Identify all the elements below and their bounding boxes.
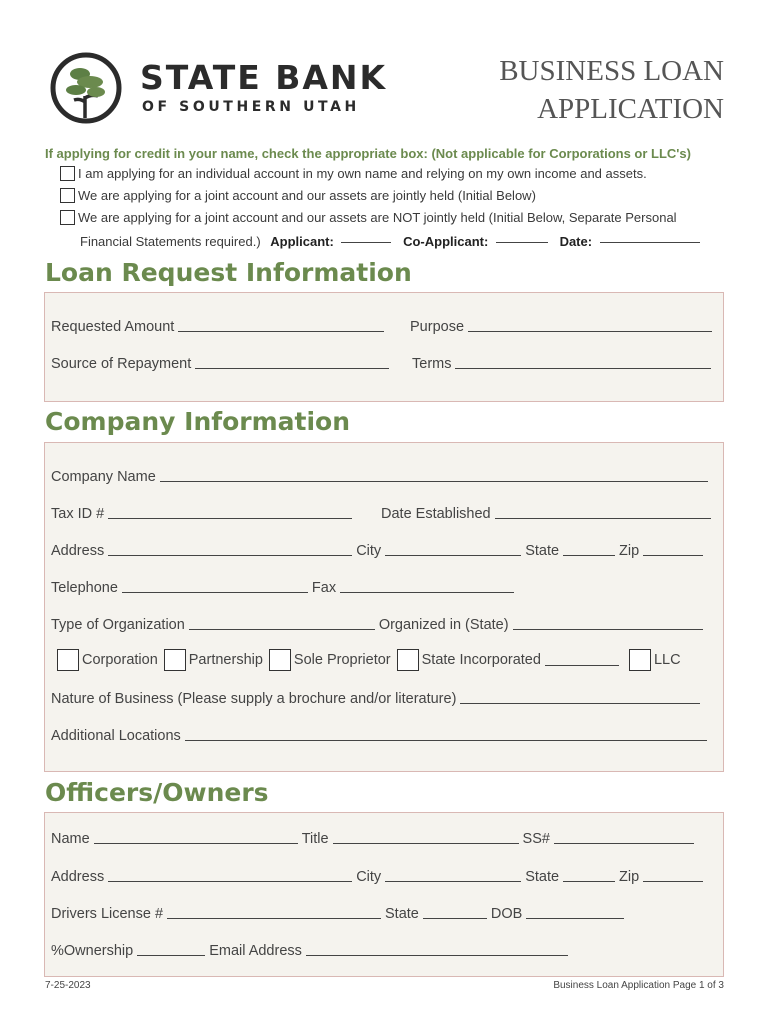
officer-city-field[interactable] — [385, 880, 521, 882]
officer-address-label: Address — [51, 869, 105, 885]
option-individual-label: I am applying for an individual account in my own name and relying on my own income and assets. — [78, 166, 647, 181]
fax-label: Fax — [311, 580, 337, 596]
date-field[interactable] — [600, 241, 700, 243]
partnership-label: Partnership — [188, 652, 263, 668]
applicant-label: Applicant: — [270, 234, 334, 249]
llc-label: LLC — [653, 652, 681, 668]
title-line-2: APPLICATION — [537, 93, 724, 125]
loan-section-title: Loan Request Information — [45, 258, 412, 287]
additional-locations-label: Additional Locations — [51, 728, 181, 744]
officer-zip-field[interactable] — [643, 880, 703, 882]
company-address-field[interactable] — [108, 554, 352, 556]
officer-name-row — [51, 831, 698, 847]
telephone-row — [51, 580, 518, 596]
company-zip-field[interactable] — [643, 554, 703, 556]
tree-logo-icon — [50, 52, 122, 124]
intro-text: If applying for credit in your name, check the appropriate box: (Not applicable for Corporations or LLC's) — [45, 146, 691, 161]
continuation-text: Financial Statements required.) — [80, 234, 261, 249]
ownership-label: %Ownership — [51, 943, 134, 959]
officer-zip-label: Zip — [619, 869, 640, 885]
org-type-row — [51, 617, 707, 633]
coapplicant-label: Co-Applicant: — [403, 234, 489, 249]
company-city-label: City — [356, 543, 382, 559]
nature-business-label: Nature of Business (Please supply a brochure and/or literature) — [51, 691, 457, 707]
nature-business-field[interactable] — [460, 702, 700, 704]
email-label: Email Address — [209, 943, 302, 959]
applicant-initial-field[interactable] — [341, 241, 391, 243]
drivers-license-row — [51, 906, 628, 922]
date-established-row — [381, 506, 715, 522]
corporation-label: Corporation — [82, 652, 158, 668]
date-label: Date: — [559, 234, 593, 249]
checkbox-joint-not-held[interactable] — [60, 210, 75, 225]
footer-date: 7-25-2023 — [45, 980, 91, 991]
terms-field[interactable] — [455, 367, 711, 369]
ownership-row — [51, 943, 572, 959]
checkbox-individual[interactable] — [60, 166, 75, 181]
company-address-row — [51, 543, 707, 559]
loan-request-box — [44, 292, 724, 402]
date-established-label: Date Established — [381, 506, 491, 522]
officer-city-label: City — [356, 869, 382, 885]
officer-name-field[interactable] — [94, 842, 298, 844]
purpose-row — [410, 319, 716, 335]
email-field[interactable] — [306, 954, 568, 956]
company-section-title: Company Information — [45, 407, 351, 436]
option-joint-not-held-label: We are applying for a joint account and our assets are NOT jointly held (Initial Below, Separate Personal — [78, 210, 677, 225]
org-checkbox-row — [57, 649, 681, 671]
additional-locations-field[interactable] — [185, 739, 707, 741]
company-address-label: Address — [51, 543, 105, 559]
organized-in-label: Organized in (State) — [378, 617, 509, 633]
option-joint-held[interactable] — [60, 188, 536, 203]
checkbox-state-incorporated[interactable] — [397, 649, 419, 671]
officer-name-label: Name — [51, 831, 90, 847]
checkbox-llc[interactable] — [629, 649, 651, 671]
date-established-field[interactable] — [495, 517, 711, 519]
checkbox-joint-held[interactable] — [60, 188, 75, 203]
fax-field[interactable] — [340, 591, 514, 593]
sole-proprietor-label: Sole Proprietor — [293, 652, 391, 668]
footer-page: Business Loan Application Page 1 of 3 — [553, 980, 724, 991]
bank-logo — [50, 52, 122, 124]
repayment-row — [51, 356, 393, 372]
officer-state-field[interactable] — [563, 880, 615, 882]
drivers-license-field[interactable] — [167, 917, 381, 919]
source-repayment-label: Source of Repayment — [51, 356, 192, 372]
officer-title-field[interactable] — [333, 842, 519, 844]
company-name-label: Company Name — [51, 469, 156, 485]
checkbox-sole-proprietor[interactable] — [269, 649, 291, 671]
company-state-field[interactable] — [563, 554, 615, 556]
purpose-label: Purpose — [410, 319, 465, 335]
officer-ss-field[interactable] — [554, 842, 694, 844]
officer-state-label: State — [525, 869, 560, 885]
title-line-1: BUSINESS LOAN — [499, 55, 724, 87]
tax-id-row — [51, 506, 356, 522]
officers-section-title: Officers/Owners — [45, 778, 269, 807]
company-box — [44, 442, 724, 772]
terms-label: Terms — [412, 356, 452, 372]
document-title — [499, 52, 724, 128]
ownership-field[interactable] — [137, 954, 205, 956]
officer-title-label: Title — [301, 831, 329, 847]
tax-id-label: Tax ID # — [51, 506, 105, 522]
company-zip-label: Zip — [619, 543, 640, 559]
org-type-label: Type of Organization — [51, 617, 185, 633]
company-name-field[interactable] — [160, 480, 708, 482]
requested-amount-row — [51, 319, 388, 335]
telephone-label: Telephone — [51, 580, 118, 596]
requested-amount-label: Requested Amount — [51, 319, 175, 335]
officer-ss-label: SS# — [522, 831, 550, 847]
additional-locations-row — [51, 728, 711, 744]
coapplicant-initial-field[interactable] — [496, 241, 548, 243]
organized-in-field[interactable] — [513, 628, 703, 630]
purpose-field[interactable] — [468, 330, 712, 332]
checkbox-partnership[interactable] — [164, 649, 186, 671]
company-city-field[interactable] — [385, 554, 521, 556]
telephone-field[interactable] — [122, 591, 308, 593]
terms-row — [412, 356, 715, 372]
officer-address-row — [51, 869, 707, 885]
org-type-field[interactable] — [189, 628, 375, 630]
company-state-label: State — [525, 543, 560, 559]
officers-box — [44, 812, 724, 977]
dob-label: DOB — [490, 906, 523, 922]
dl-state-label: State — [385, 906, 419, 922]
option-joint-held-label: We are applying for a joint account and our assets are jointly held (Initial Below) — [78, 188, 536, 203]
company-name-row — [51, 469, 712, 485]
state-incorporated-label: State Incorporated — [421, 652, 541, 668]
state-incorporated-field[interactable] — [545, 664, 619, 666]
option-individual[interactable] — [60, 166, 647, 181]
tax-id-field[interactable] — [108, 517, 352, 519]
requested-amount-field[interactable] — [178, 330, 384, 332]
option-joint-not-held[interactable] — [60, 210, 677, 225]
drivers-license-label: Drivers License # — [51, 906, 164, 922]
bank-name: STATE BANK — [140, 58, 388, 97]
nature-business-row — [51, 691, 704, 707]
checkbox-corporation[interactable] — [57, 649, 79, 671]
dl-state-field[interactable] — [423, 917, 487, 919]
source-repayment-field[interactable] — [195, 367, 389, 369]
officer-address-field[interactable] — [108, 880, 352, 882]
initials-line — [80, 234, 704, 249]
bank-subtitle: OF SOUTHERN UTAH — [142, 99, 360, 115]
dob-field[interactable] — [526, 917, 624, 919]
